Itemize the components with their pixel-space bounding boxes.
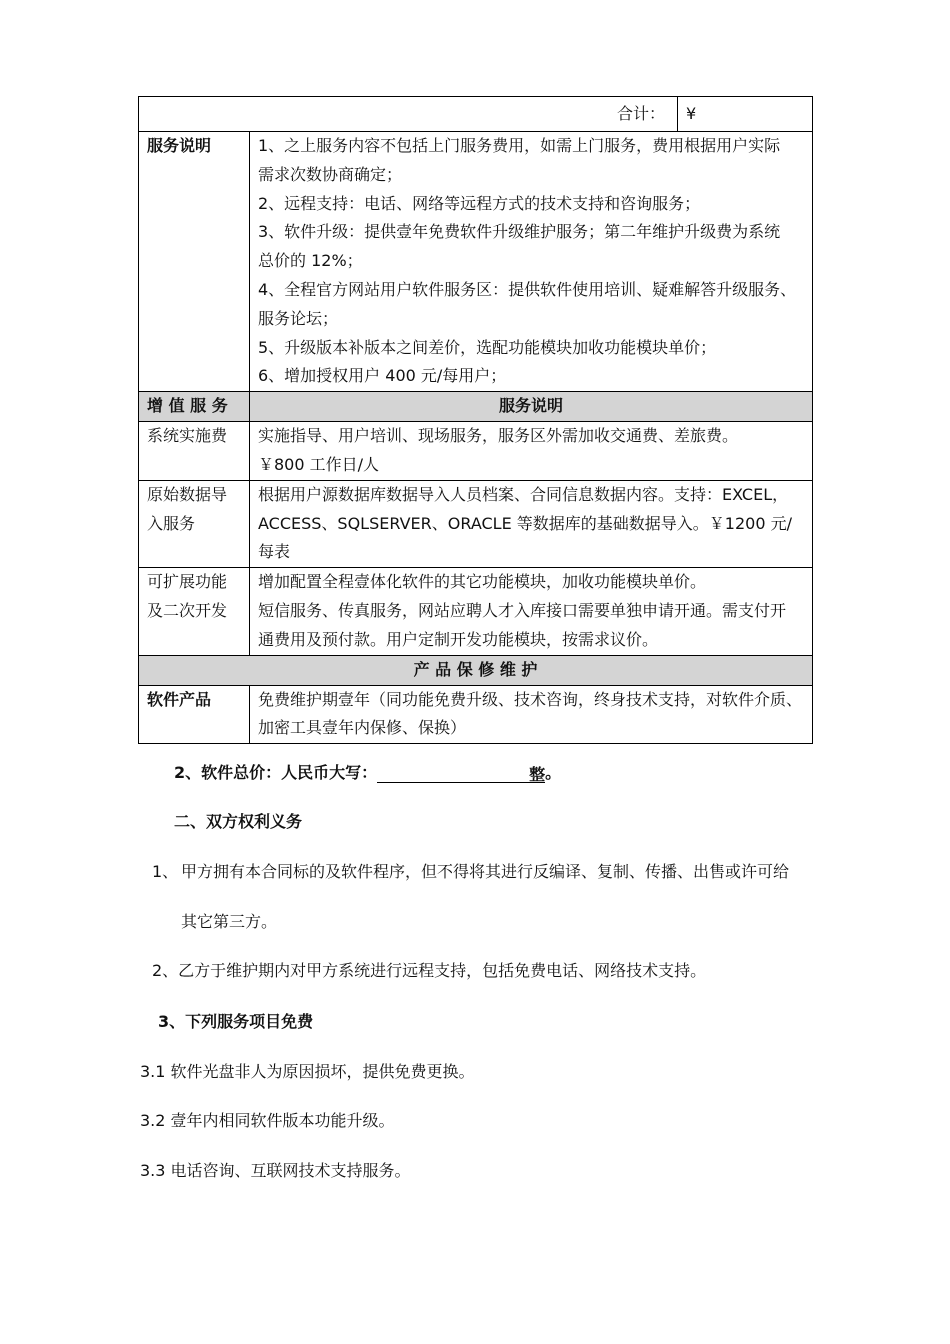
- text-line: 免费维护期壹年（同功能免费升级、技术咨询，终身技术支持，对软件介质、: [258, 689, 803, 709]
- table-row: [139, 422, 813, 481]
- text-line: 增加配置全程壹体化软件的其它功能模块，加收功能模块单价。: [258, 572, 707, 592]
- text-line: ￥800 工作日/人: [258, 454, 380, 474]
- text-line: 加密工具壹年内保修、保换）: [258, 718, 467, 738]
- row-desc: [250, 568, 813, 655]
- warranty-label: 软件产品: [139, 685, 250, 744]
- label-line: 入服务: [147, 513, 196, 533]
- service-table: [138, 96, 813, 744]
- text-line: 2、远程支持：电话、网络等远程方式的技术支持和咨询服务；: [258, 193, 701, 213]
- item1-num: 1、: [152, 862, 179, 881]
- value-added-header-right: 服务说明: [250, 392, 813, 422]
- text-line: 根据用户源数据库数据导入人员档案、合同信息数据内容。支持：EXCEL，: [258, 484, 789, 504]
- row-desc: [250, 422, 813, 481]
- table-row: [139, 568, 813, 655]
- row-label: [139, 480, 250, 567]
- warranty-header-row: [139, 655, 813, 685]
- text-line: 服务论坛；: [258, 308, 339, 328]
- warranty-desc: [250, 685, 813, 744]
- label-line: 可扩展功能: [147, 572, 228, 592]
- row-label: [139, 422, 250, 481]
- total-value: ¥: [678, 97, 813, 132]
- total-price-end: 。: [545, 763, 562, 782]
- total-row: [139, 97, 813, 132]
- text-line: 需求次数协商确定；: [258, 164, 403, 184]
- label-line: 原始数据导: [147, 484, 228, 504]
- item-3-3: 3.3 电话咨询、互联网技术支持服务。: [140, 1161, 411, 1180]
- value-added-header-left: 增 值 服 务: [139, 392, 250, 422]
- text-line: 通费用及预付款。用户定制开发功能模块，按需求议价。: [258, 629, 659, 649]
- service-note-label: 服务说明: [139, 132, 250, 392]
- text-line: 5、升级版本补版本之间差价，选配功能模块加收功能模块单价；: [258, 337, 717, 357]
- row-desc: [250, 480, 813, 567]
- section2-title: 二、双方权利义务: [174, 812, 303, 831]
- text-line: 实施指导、用户培训、现场服务，服务区外需加收交通费、差旅费。: [258, 426, 739, 446]
- text-line: 6、增加授权用户 400 元/每用户；: [258, 366, 507, 386]
- text-line: 1、之上服务内容不包括上门服务费用，如需上门服务，费用根据用户实际: [258, 136, 781, 155]
- total-price-suffix: 整: [529, 765, 546, 784]
- total-price-label: 2、软件总价：人民币大写：: [174, 763, 378, 782]
- text-line: 每表: [258, 542, 291, 562]
- text-line: 总价的 12%；: [258, 251, 363, 271]
- total-price-blank: [377, 762, 545, 783]
- text-line: 短信服务、传真服务，网站应聘人才入库接口需要单独申请开通。需支付开: [258, 600, 787, 620]
- item-3-2: 3.2 壹年内相同软件版本功能升级。: [140, 1111, 395, 1130]
- text-line: ACCESS、SQLSERVER、ORACLE 等数据库的基础数据导入。￥1200 元/: [258, 513, 792, 533]
- row-label: [139, 568, 250, 655]
- service-note-row: [139, 132, 813, 392]
- warranty-row: [139, 685, 813, 744]
- label-line: 及二次开发: [147, 600, 228, 620]
- warranty-header: 产 品 保 修 维 护: [139, 655, 813, 685]
- table-row: [139, 480, 813, 567]
- total-price-line: [174, 760, 561, 783]
- value-added-header-row: [139, 392, 813, 422]
- service-note-desc: [250, 132, 813, 392]
- item-3-1: 3.1 软件光盘非人为原因损坏，提供免费更换。: [140, 1062, 475, 1081]
- item2: 2、乙方于维护期内对甲方系统进行远程支持，包括免费电话、网络技术支持。: [152, 961, 707, 980]
- section3-title: 3、下列服务项目免费: [158, 1012, 314, 1031]
- text-line: 3、软件升级：提供壹年免费软件升级维护服务；第二年维护升级费为系统: [258, 222, 781, 242]
- item1-line2: 其它第三方。: [181, 912, 278, 931]
- item1-line1: 甲方拥有本合同标的及软件程序，但不得将其进行反编译、复制、传播、出售或许可给: [181, 862, 790, 881]
- label-line: 系统实施费: [147, 426, 228, 446]
- total-label: 合计：: [139, 97, 678, 132]
- text-line: 4、全程官方网站用户软件服务区：提供软件使用培训、疑难解答升级服务、: [258, 279, 797, 299]
